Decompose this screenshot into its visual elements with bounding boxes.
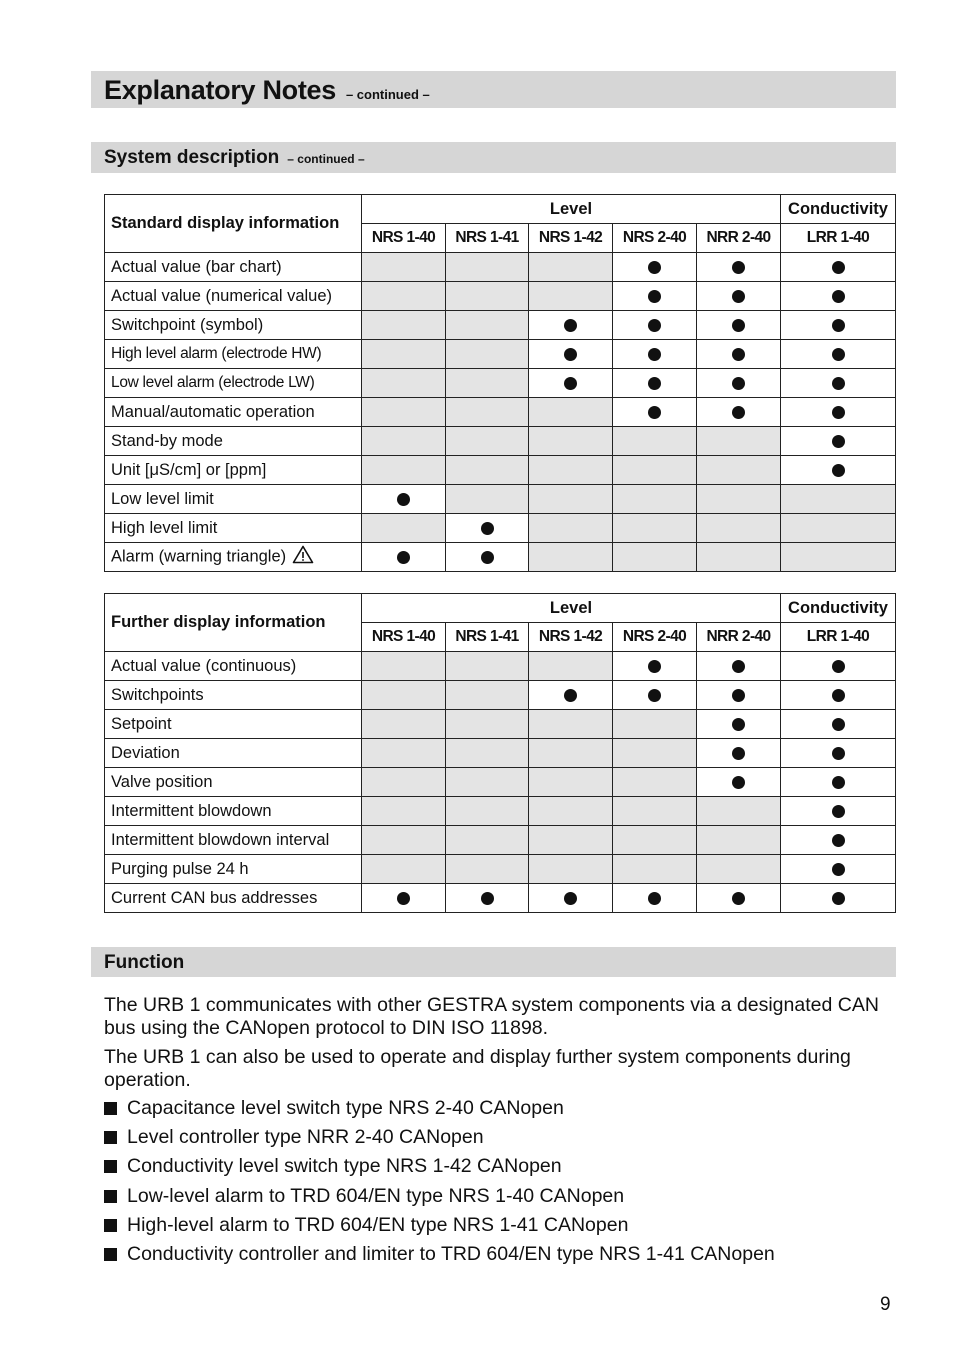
dot-icon — [481, 551, 494, 564]
dot-icon — [648, 348, 661, 361]
row-label-text: Actual value (bar chart) — [111, 257, 282, 276]
unsupported-cell — [362, 340, 446, 369]
table-row — [105, 340, 896, 369]
table-heading: Standard display information — [105, 195, 362, 253]
dot-icon — [732, 892, 745, 905]
unsupported-cell — [446, 739, 529, 768]
supported-cell — [781, 855, 896, 884]
table-row — [105, 282, 896, 311]
row-label — [105, 311, 362, 340]
row-label — [105, 282, 362, 311]
unsupported-cell — [529, 543, 613, 572]
dot-icon — [832, 718, 845, 731]
list-item-text: Conductivity level switch type NRS 1-42 CANopen — [127, 1155, 562, 1178]
row-label-text: Deviation — [111, 743, 180, 762]
dot-icon — [481, 892, 494, 905]
list-item-text: Capacitance level switch type NRS 2-40 CANopen — [127, 1097, 564, 1119]
table-row — [105, 427, 896, 456]
dot-icon — [481, 522, 494, 535]
unsupported-cell — [613, 739, 697, 768]
unsupported-cell — [362, 456, 446, 485]
column-header: NRS 1-42 — [529, 224, 613, 253]
row-label — [105, 340, 362, 369]
dot-icon — [832, 435, 845, 448]
function-paragraph-2: The URB 1 can also be used to operate and display further system components during operation. — [104, 1046, 851, 1091]
row-label — [105, 884, 362, 913]
row-label — [105, 485, 362, 514]
supported-cell — [613, 681, 697, 710]
unsupported-cell — [529, 768, 613, 797]
dot-icon — [832, 805, 845, 818]
dot-icon — [732, 319, 745, 332]
unsupported-cell — [613, 710, 697, 739]
standard-display-table — [104, 194, 896, 572]
further-display-table — [104, 593, 896, 913]
unsupported-cell — [362, 398, 446, 427]
unsupported-cell — [529, 826, 613, 855]
unsupported-cell — [446, 340, 529, 369]
dot-icon — [397, 892, 410, 905]
row-label-text: Valve position — [111, 772, 213, 791]
supported-cell — [697, 739, 781, 768]
column-header: NRR 2-40 — [697, 623, 781, 652]
supported-cell — [781, 797, 896, 826]
supported-cell — [781, 681, 896, 710]
row-label-text: Switchpoints — [111, 685, 204, 704]
supported-cell — [362, 485, 446, 514]
supported-cell — [781, 253, 896, 282]
table-row — [105, 485, 896, 514]
unsupported-cell — [529, 485, 613, 514]
square-bullet-icon — [104, 1102, 117, 1115]
row-label — [105, 398, 362, 427]
dot-icon — [732, 689, 745, 702]
column-header: NRS 1-40 — [362, 224, 446, 253]
supported-cell — [529, 340, 613, 369]
unsupported-cell — [446, 652, 529, 681]
row-label-text: High level alarm (electrode HW) — [111, 345, 322, 362]
supported-cell — [529, 311, 613, 340]
row-label — [105, 543, 362, 572]
dot-icon — [832, 834, 845, 847]
unsupported-cell — [697, 797, 781, 826]
row-label — [105, 681, 362, 710]
supported-cell — [362, 543, 446, 572]
page-header-bar — [91, 71, 896, 108]
row-label-text: Intermittent blowdown — [111, 801, 272, 820]
dot-icon — [648, 689, 661, 702]
square-bullet-icon — [104, 1160, 117, 1173]
dot-icon — [832, 776, 845, 789]
list-item-text: Conductivity controller and limiter to TRD 604/EN type NRS 1-41 CANopen — [127, 1242, 775, 1265]
table-row — [105, 855, 896, 884]
unsupported-cell — [446, 253, 529, 282]
unsupported-cell — [529, 710, 613, 739]
unsupported-cell — [613, 427, 697, 456]
page-number: 9 — [880, 1294, 891, 1315]
dot-icon — [832, 261, 845, 274]
unsupported-cell — [446, 485, 529, 514]
supported-cell — [697, 652, 781, 681]
list-item-text: High-level alarm to TRD 604/EN type NRS 1-41 CANopen — [127, 1213, 629, 1236]
row-label-text: Actual value (numerical value) — [111, 286, 333, 305]
supported-cell — [613, 398, 697, 427]
unsupported-cell — [781, 514, 896, 543]
function-paragraph-1: The URB 1 communicates with other GESTRA system components via a designated CAN bus using the CANopen protocol to DIN ISO 11898. — [104, 994, 879, 1039]
row-label-text: Actual value (continuous) — [111, 656, 297, 675]
group-header-level: Level — [362, 594, 781, 623]
supported-cell — [613, 369, 697, 398]
supported-cell — [613, 282, 697, 311]
unsupported-cell — [613, 768, 697, 797]
dot-icon — [564, 348, 577, 361]
column-header: NRS 1-41 — [446, 224, 529, 253]
unsupported-cell — [446, 768, 529, 797]
supported-cell — [362, 884, 446, 913]
unsupported-cell — [697, 456, 781, 485]
row-label-text: Setpoint — [111, 714, 172, 733]
row-label — [105, 514, 362, 543]
supported-cell — [781, 739, 896, 768]
warning-triangle-icon — [292, 545, 314, 569]
dot-icon — [732, 261, 745, 274]
square-bullet-icon — [104, 1248, 117, 1261]
unsupported-cell — [362, 253, 446, 282]
dot-icon — [832, 290, 845, 303]
unsupported-cell — [446, 369, 529, 398]
unsupported-cell — [613, 543, 697, 572]
unsupported-cell — [613, 797, 697, 826]
row-label-text: Intermittent blowdown interval — [111, 830, 330, 849]
table-row — [105, 543, 896, 572]
dot-icon — [648, 406, 661, 419]
unsupported-cell — [362, 652, 446, 681]
unsupported-cell — [613, 855, 697, 884]
dot-icon — [832, 892, 845, 905]
supported-cell — [613, 884, 697, 913]
row-label-text: Alarm (warning triangle) — [111, 547, 287, 566]
supported-cell — [613, 311, 697, 340]
table-row — [105, 797, 896, 826]
row-label — [105, 855, 362, 884]
dot-icon — [564, 377, 577, 390]
supported-cell — [697, 282, 781, 311]
unsupported-cell — [362, 282, 446, 311]
supported-cell — [529, 681, 613, 710]
row-label-text: Manual/automatic operation — [111, 402, 315, 421]
row-label — [105, 369, 362, 398]
dot-icon — [832, 319, 845, 332]
row-label — [105, 710, 362, 739]
supported-cell — [613, 652, 697, 681]
dot-icon — [732, 290, 745, 303]
row-label-text: Current CAN bus addresses — [111, 888, 318, 907]
table-row — [105, 311, 896, 340]
unsupported-cell — [529, 398, 613, 427]
row-label-text: Low level limit — [111, 489, 214, 508]
row-label — [105, 797, 362, 826]
supported-cell — [697, 369, 781, 398]
unsupported-cell — [362, 369, 446, 398]
supported-cell — [446, 543, 529, 572]
row-label — [105, 253, 362, 282]
table-row — [105, 826, 896, 855]
column-header: NRS 2-40 — [613, 623, 697, 652]
row-label — [105, 768, 362, 797]
unsupported-cell — [446, 855, 529, 884]
unsupported-cell — [529, 855, 613, 884]
list-item — [104, 1243, 775, 1272]
table-row — [105, 884, 896, 913]
function-header-bar — [91, 947, 896, 977]
table-row — [105, 514, 896, 543]
table-row — [105, 710, 896, 739]
table-row — [105, 369, 896, 398]
unsupported-cell — [529, 456, 613, 485]
supported-cell — [697, 311, 781, 340]
row-label-text: Purging pulse 24 h — [111, 859, 249, 878]
list-item — [104, 1185, 775, 1214]
table-heading: Further display information — [105, 594, 362, 652]
unsupported-cell — [529, 797, 613, 826]
table-row — [105, 398, 896, 427]
unsupported-cell — [362, 855, 446, 884]
row-label-text: Switchpoint (symbol) — [111, 315, 264, 334]
list-item-text: Level controller type NRR 2-40 CANopen — [127, 1126, 484, 1149]
column-header: NRR 2-40 — [697, 224, 781, 253]
square-bullet-icon — [104, 1131, 117, 1144]
supported-cell — [781, 768, 896, 797]
list-item — [104, 1097, 775, 1126]
unsupported-cell — [362, 681, 446, 710]
dot-icon — [732, 348, 745, 361]
supported-cell — [697, 253, 781, 282]
supported-cell — [781, 826, 896, 855]
supported-cell — [697, 681, 781, 710]
dot-icon — [648, 261, 661, 274]
supported-cell — [781, 456, 896, 485]
table-row — [105, 739, 896, 768]
supported-cell — [446, 884, 529, 913]
dot-icon — [732, 377, 745, 390]
group-header-conductivity: Conductivity — [781, 195, 896, 224]
row-label — [105, 652, 362, 681]
dot-icon — [732, 406, 745, 419]
unsupported-cell — [697, 485, 781, 514]
unsupported-cell — [446, 456, 529, 485]
supported-cell — [781, 340, 896, 369]
supported-cell — [529, 884, 613, 913]
dot-icon — [832, 747, 845, 760]
dot-icon — [832, 863, 845, 876]
section-header-bar — [91, 142, 896, 173]
unsupported-cell — [529, 282, 613, 311]
table-row — [105, 768, 896, 797]
unsupported-cell — [613, 456, 697, 485]
supported-cell — [697, 768, 781, 797]
supported-cell — [613, 253, 697, 282]
supported-cell — [697, 398, 781, 427]
table-row — [105, 681, 896, 710]
unsupported-cell — [362, 739, 446, 768]
unsupported-cell — [529, 652, 613, 681]
unsupported-cell — [529, 427, 613, 456]
group-header-level: Level — [362, 195, 781, 224]
function-title: Function — [104, 952, 185, 973]
table-row — [105, 456, 896, 485]
supported-cell — [697, 884, 781, 913]
dot-icon — [648, 892, 661, 905]
dot-icon — [832, 689, 845, 702]
unsupported-cell — [446, 311, 529, 340]
list-item — [104, 1214, 775, 1243]
dot-icon — [732, 776, 745, 789]
unsupported-cell — [697, 427, 781, 456]
dot-icon — [832, 464, 845, 477]
table-row — [105, 253, 896, 282]
page-title: Explanatory Notes – continued – — [104, 75, 430, 105]
unsupported-cell — [697, 514, 781, 543]
unsupported-cell — [697, 855, 781, 884]
dot-icon — [832, 348, 845, 361]
unsupported-cell — [362, 826, 446, 855]
unsupported-cell — [697, 543, 781, 572]
supported-cell — [613, 340, 697, 369]
supported-cell — [781, 652, 896, 681]
supported-cell — [697, 710, 781, 739]
dot-icon — [397, 551, 410, 564]
supported-cell — [781, 282, 896, 311]
unsupported-cell — [529, 253, 613, 282]
unsupported-cell — [446, 826, 529, 855]
unsupported-cell — [446, 681, 529, 710]
dot-icon — [832, 660, 845, 673]
unsupported-cell — [613, 514, 697, 543]
column-header: NRS 1-41 — [446, 623, 529, 652]
dot-icon — [832, 377, 845, 390]
row-label — [105, 456, 362, 485]
row-label-text: Low level alarm (electrode LW) — [111, 374, 315, 391]
list-item — [104, 1126, 775, 1155]
group-header-conductivity: Conductivity — [781, 594, 896, 623]
dot-icon — [564, 892, 577, 905]
dot-icon — [648, 290, 661, 303]
dot-icon — [397, 493, 410, 506]
supported-cell — [781, 427, 896, 456]
unsupported-cell — [529, 514, 613, 543]
unsupported-cell — [446, 797, 529, 826]
supported-cell — [697, 340, 781, 369]
row-label — [105, 427, 362, 456]
dot-icon — [732, 718, 745, 731]
unsupported-cell — [362, 311, 446, 340]
unsupported-cell — [446, 710, 529, 739]
square-bullet-icon — [104, 1190, 117, 1203]
table-row — [105, 652, 896, 681]
column-header: NRS 1-40 — [362, 623, 446, 652]
unsupported-cell — [613, 485, 697, 514]
unsupported-cell — [362, 797, 446, 826]
dot-icon — [832, 406, 845, 419]
column-header: NRS 2-40 — [613, 224, 697, 253]
list-item — [104, 1155, 775, 1184]
dot-icon — [648, 319, 661, 332]
supported-cell — [446, 514, 529, 543]
unsupported-cell — [362, 514, 446, 543]
unsupported-cell — [362, 427, 446, 456]
section-title: System description – continued – — [104, 147, 365, 168]
list-item-text: Low-level alarm to TRD 604/EN type NRS 1-40 CANopen — [127, 1184, 625, 1207]
column-header: LRR 1-40 — [781, 623, 896, 652]
unsupported-cell — [697, 826, 781, 855]
unsupported-cell — [446, 427, 529, 456]
component-list — [104, 1097, 775, 1272]
unsupported-cell — [362, 710, 446, 739]
section-title-suffix: – continued – — [287, 152, 365, 166]
page-title-suffix: – continued – — [345, 87, 430, 102]
column-header: NRS 1-42 — [529, 623, 613, 652]
supported-cell — [781, 884, 896, 913]
dot-icon — [564, 689, 577, 702]
column-header: LRR 1-40 — [781, 224, 896, 253]
row-label — [105, 739, 362, 768]
dot-icon — [648, 660, 661, 673]
dot-icon — [648, 377, 661, 390]
row-label-text: Stand-by mode — [111, 431, 223, 450]
dot-icon — [732, 747, 745, 760]
unsupported-cell — [362, 768, 446, 797]
unsupported-cell — [781, 485, 896, 514]
dot-icon — [732, 660, 745, 673]
supported-cell — [781, 398, 896, 427]
row-label — [105, 826, 362, 855]
unsupported-cell — [613, 826, 697, 855]
supported-cell — [529, 369, 613, 398]
supported-cell — [781, 369, 896, 398]
dot-icon — [564, 319, 577, 332]
unsupported-cell — [446, 398, 529, 427]
unsupported-cell — [446, 282, 529, 311]
unsupported-cell — [781, 543, 896, 572]
row-label-text: High level limit — [111, 518, 218, 537]
supported-cell — [781, 710, 896, 739]
unsupported-cell — [529, 739, 613, 768]
square-bullet-icon — [104, 1219, 117, 1232]
row-label-text: Unit [μS/cm] or [ppm] — [111, 460, 267, 479]
supported-cell — [781, 311, 896, 340]
